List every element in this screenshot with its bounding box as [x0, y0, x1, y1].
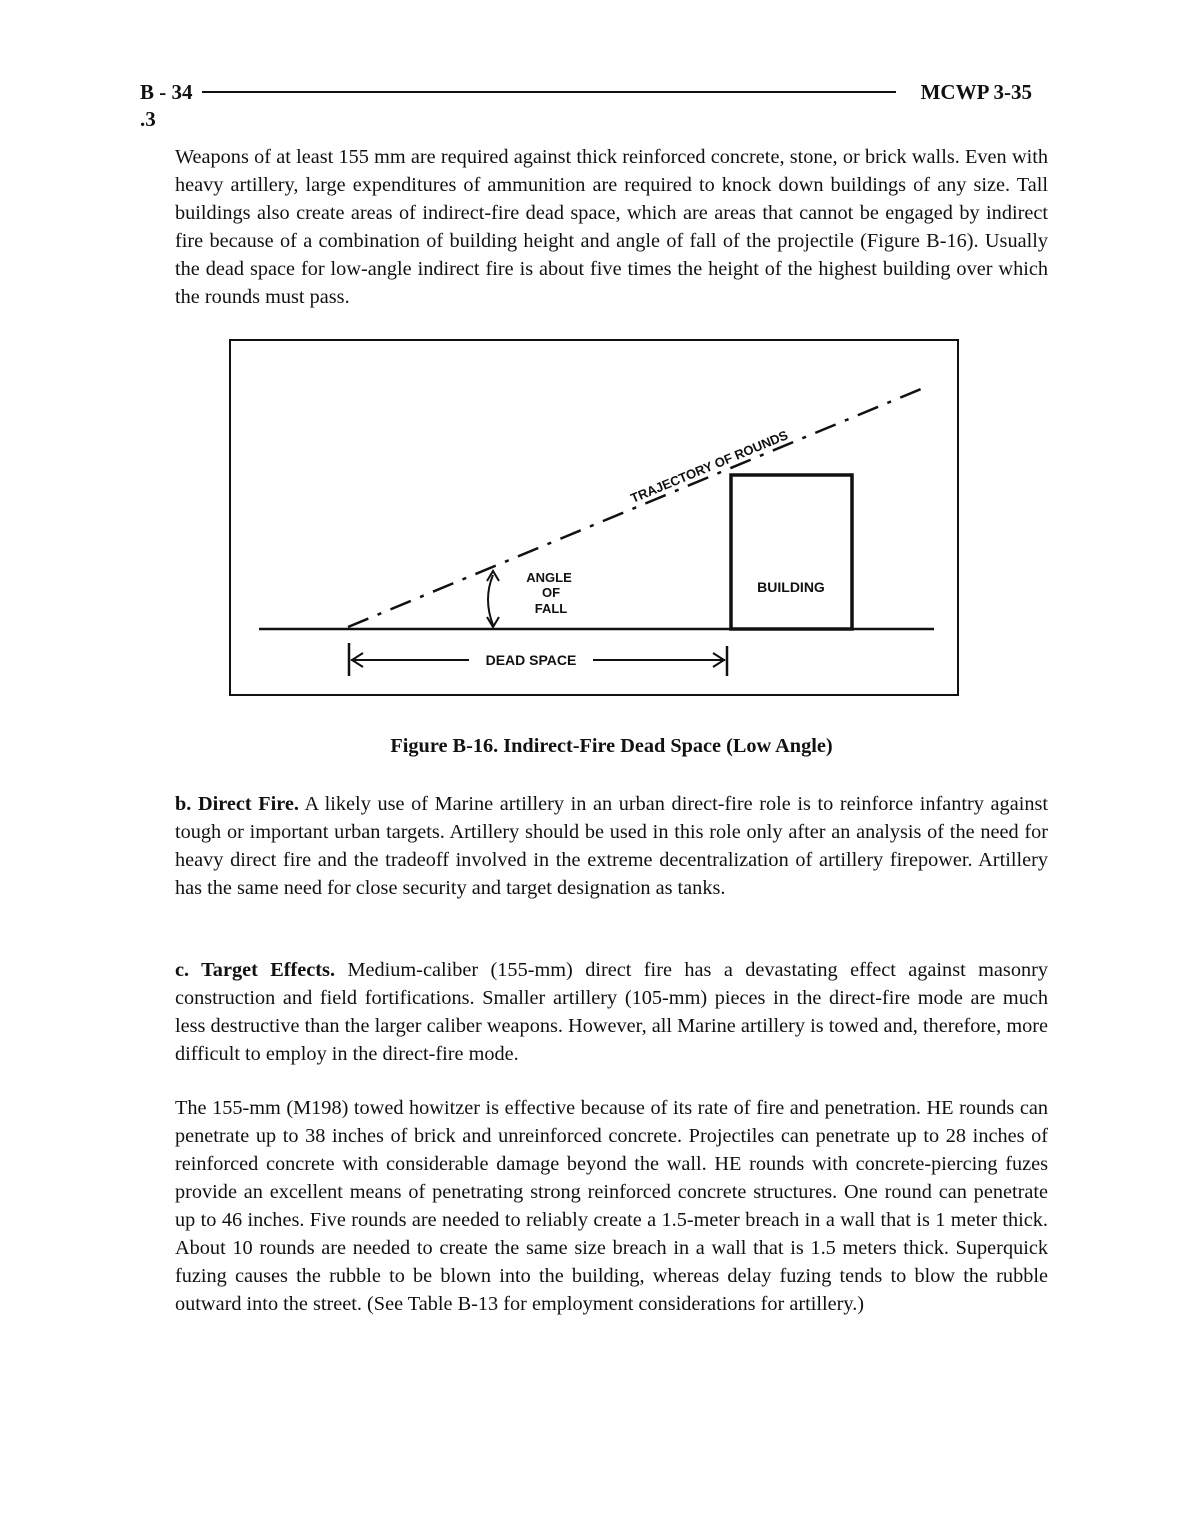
- document-id-suffix: .3: [140, 107, 156, 131]
- figure-caption: Figure B-16. Indirect-Fire Dead Space (Low Angle): [390, 735, 833, 757]
- angle-label-line-1: ANGLE: [526, 570, 572, 585]
- figure-dead-space: [229, 339, 959, 696]
- page-header: [140, 80, 1032, 106]
- angle-arrow-bottom: [487, 617, 499, 627]
- header-rule: [202, 91, 896, 93]
- section-c-paragraph: [175, 956, 1048, 1068]
- trajectory-line: [348, 389, 921, 627]
- page-number: B - 34: [140, 80, 193, 104]
- trajectory-label: TRAJECTORY OF ROUNDS: [628, 427, 791, 506]
- section-b-text: A likely use of Marine artillery in an urban direct-fire role is to reinforce infantry against tough or important urban targets. Artillery should be used in this role only after an analysis of the need for heavy direct fire and the tradeoff involved in the extreme decentralization of artillery firepower. Artillery has the same need for close security and target designation as tanks.: [175, 793, 1048, 899]
- section-b-paragraph: [175, 790, 1048, 902]
- building-shape: [731, 475, 852, 629]
- section-b-heading: b. Direct Fire.: [175, 793, 299, 815]
- building-label: BUILDING: [757, 579, 825, 595]
- document-id: MCWP 3-35: [920, 80, 1032, 104]
- section-c-heading: c. Target Effects.: [175, 959, 336, 981]
- angle-label-line-2: OF: [541, 585, 561, 600]
- howitzer-paragraph: The 155-mm (M198) towed howitzer is effective because of its rate of fire and penetration. HE rounds can penetrate up to 38 inches of brick and unreinforced concrete. Projectiles can penetrate up to 28 inches of reinforced concrete with considerable damage beyond the wall. HE rounds with concrete-piercing fuzes provide an excellent means of penetrating strong reinforced concrete structures. One round can penetrate up to 46 inches. Five rounds are needed to reliably create a 1.5-meter breach in a wall that is 1 meter thick. About 10 rounds are needed to create the same size breach in a wall that is 1.5 meters thick. Superquick fuzing causes the rubble to be blown into the building, whereas delay fuzing tends to blow the rubble outward into the street. (See Table B-13 for employment considerations for artillery.): [175, 1097, 1048, 1315]
- dead-space-label: DEAD SPACE: [485, 652, 577, 668]
- intro-paragraph: Weapons of at least 155 mm are required against thick reinforced concrete, stone, or brick walls. Even with heavy artillery, large expenditures of ammunition are required to knock down buildings of any size. Tall buildings also create areas of indirect-fire dead space, which are areas that cannot be engaged by indirect fire because of a combination of building height and angle of fall of the projectile (Figure B-16). Usually the dead space for low-angle indirect fire is about five times the height of the highest building over which the rounds must pass.: [175, 146, 1048, 308]
- angle-arc: [488, 575, 493, 625]
- angle-label-line-3: FALL: [534, 601, 568, 616]
- section-c-text: Medium-caliber (155-mm) direct fire has a devastating effect against masonry construction and field fortifications. Smaller artillery (105-mm) pieces in the direct-fire mode are much less destructive than the larger caliber weapons. However, all Marine artillery is towed and, therefore, more difficult to employ in the direct-fire mode.: [175, 959, 1048, 1065]
- dead-space-diagram: [231, 341, 957, 694]
